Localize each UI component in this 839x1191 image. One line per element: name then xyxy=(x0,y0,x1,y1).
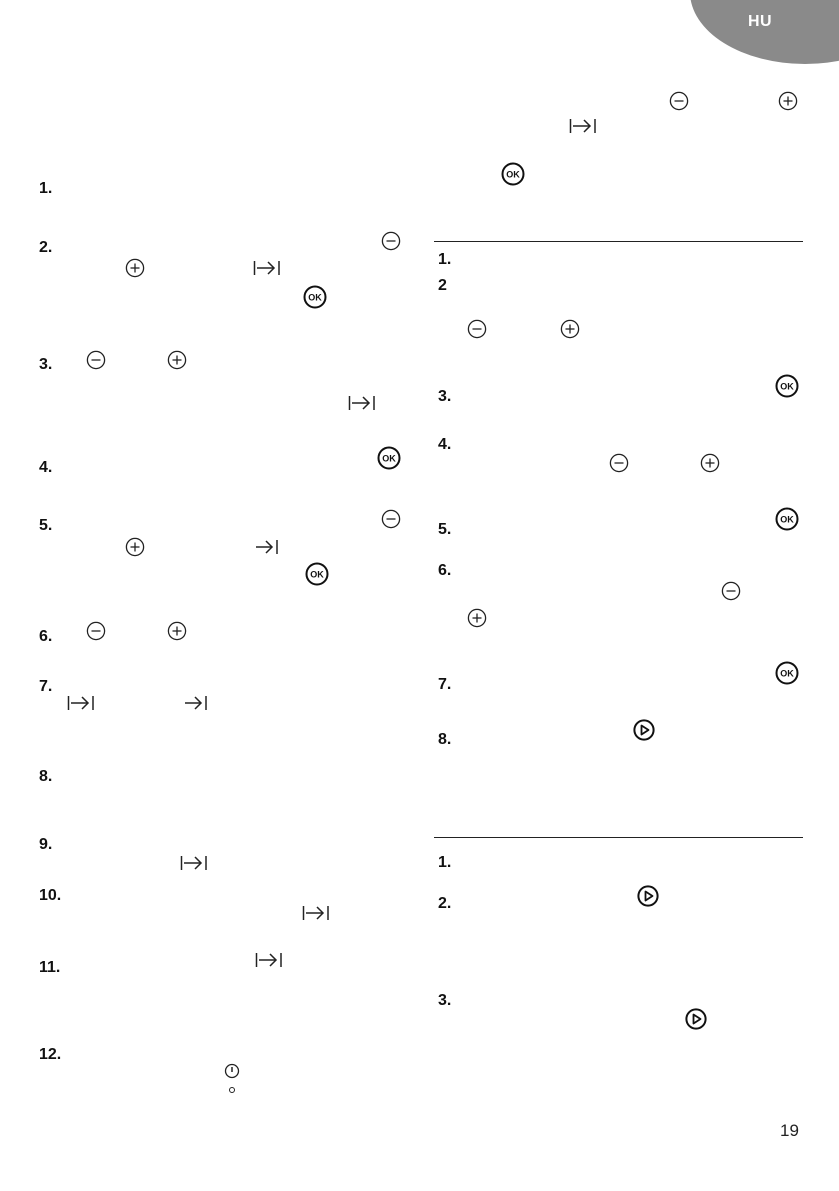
page-number: 19 xyxy=(780,1121,799,1140)
start-play-icon xyxy=(685,1008,707,1030)
step-number: 6. xyxy=(39,628,53,645)
skip-to-end-icon xyxy=(348,394,376,412)
minus-circle-icon xyxy=(609,453,629,473)
step-number: 5. xyxy=(438,521,452,538)
svg-text:OK: OK xyxy=(310,569,324,580)
step-number: 2. xyxy=(438,895,452,912)
svg-text:OK: OK xyxy=(308,292,322,303)
section-divider xyxy=(434,241,803,242)
skip-to-end-icon xyxy=(180,854,208,872)
ok-button-icon xyxy=(303,285,327,309)
step-number: 3. xyxy=(438,388,452,405)
step-number: 3. xyxy=(438,992,452,1009)
section-divider xyxy=(434,837,803,838)
minus-circle-icon xyxy=(381,509,401,529)
step-number: 4. xyxy=(39,459,53,476)
svg-text:OK: OK xyxy=(780,514,794,525)
arrow-to-end-icon xyxy=(255,538,279,556)
start-play-icon xyxy=(633,719,655,741)
step-number: 3. xyxy=(39,356,53,373)
plus-circle-icon xyxy=(167,621,187,641)
minus-circle-icon xyxy=(669,91,689,111)
step-number: 6. xyxy=(438,562,452,579)
skip-to-end-icon xyxy=(569,117,597,135)
svg-text:OK: OK xyxy=(506,169,520,180)
step-number: 1. xyxy=(438,854,452,871)
step-number: 12. xyxy=(39,1046,62,1063)
power-icon xyxy=(224,1063,240,1079)
degree-mark xyxy=(229,1087,235,1093)
plus-circle-icon xyxy=(167,350,187,370)
start-play-icon xyxy=(637,885,659,907)
svg-text:OK: OK xyxy=(780,381,794,392)
plus-circle-icon xyxy=(560,319,580,339)
step-number: 7. xyxy=(438,676,452,693)
plus-circle-icon xyxy=(125,258,145,278)
skip-to-end-icon xyxy=(255,951,283,969)
step-number: 1. xyxy=(39,180,53,197)
step-number: 5. xyxy=(39,517,53,534)
skip-to-end-icon xyxy=(67,694,95,712)
skip-to-end-icon xyxy=(302,904,330,922)
ok-button-icon xyxy=(775,507,799,531)
minus-circle-icon xyxy=(86,621,106,641)
step-number: 2. xyxy=(39,239,53,256)
plus-circle-icon xyxy=(778,91,798,111)
step-number: 8. xyxy=(39,768,53,785)
plus-circle-icon xyxy=(467,608,487,628)
step-number: 9. xyxy=(39,836,53,853)
step-number: 7. xyxy=(39,678,53,695)
ok-button-icon xyxy=(377,446,401,470)
minus-circle-icon xyxy=(721,581,741,601)
step-number: 2 xyxy=(438,277,447,294)
step-number: 10. xyxy=(39,887,62,904)
arrow-to-end-icon xyxy=(184,694,208,712)
step-number: 8. xyxy=(438,731,452,748)
svg-text:OK: OK xyxy=(780,668,794,679)
ok-button-icon xyxy=(775,374,799,398)
minus-circle-icon xyxy=(467,319,487,339)
step-number: 1. xyxy=(438,251,452,268)
ok-button-icon xyxy=(501,162,525,186)
language-tab xyxy=(690,0,839,64)
plus-circle-icon xyxy=(125,537,145,557)
minus-circle-icon xyxy=(381,231,401,251)
ok-button-icon xyxy=(305,562,329,586)
language-tab-label: HU xyxy=(748,13,773,30)
step-number: 11. xyxy=(39,959,61,976)
skip-to-end-icon xyxy=(253,259,281,277)
step-number: 4. xyxy=(438,436,452,453)
plus-circle-icon xyxy=(700,453,720,473)
minus-circle-icon xyxy=(86,350,106,370)
svg-text:OK: OK xyxy=(382,453,396,464)
ok-button-icon xyxy=(775,661,799,685)
